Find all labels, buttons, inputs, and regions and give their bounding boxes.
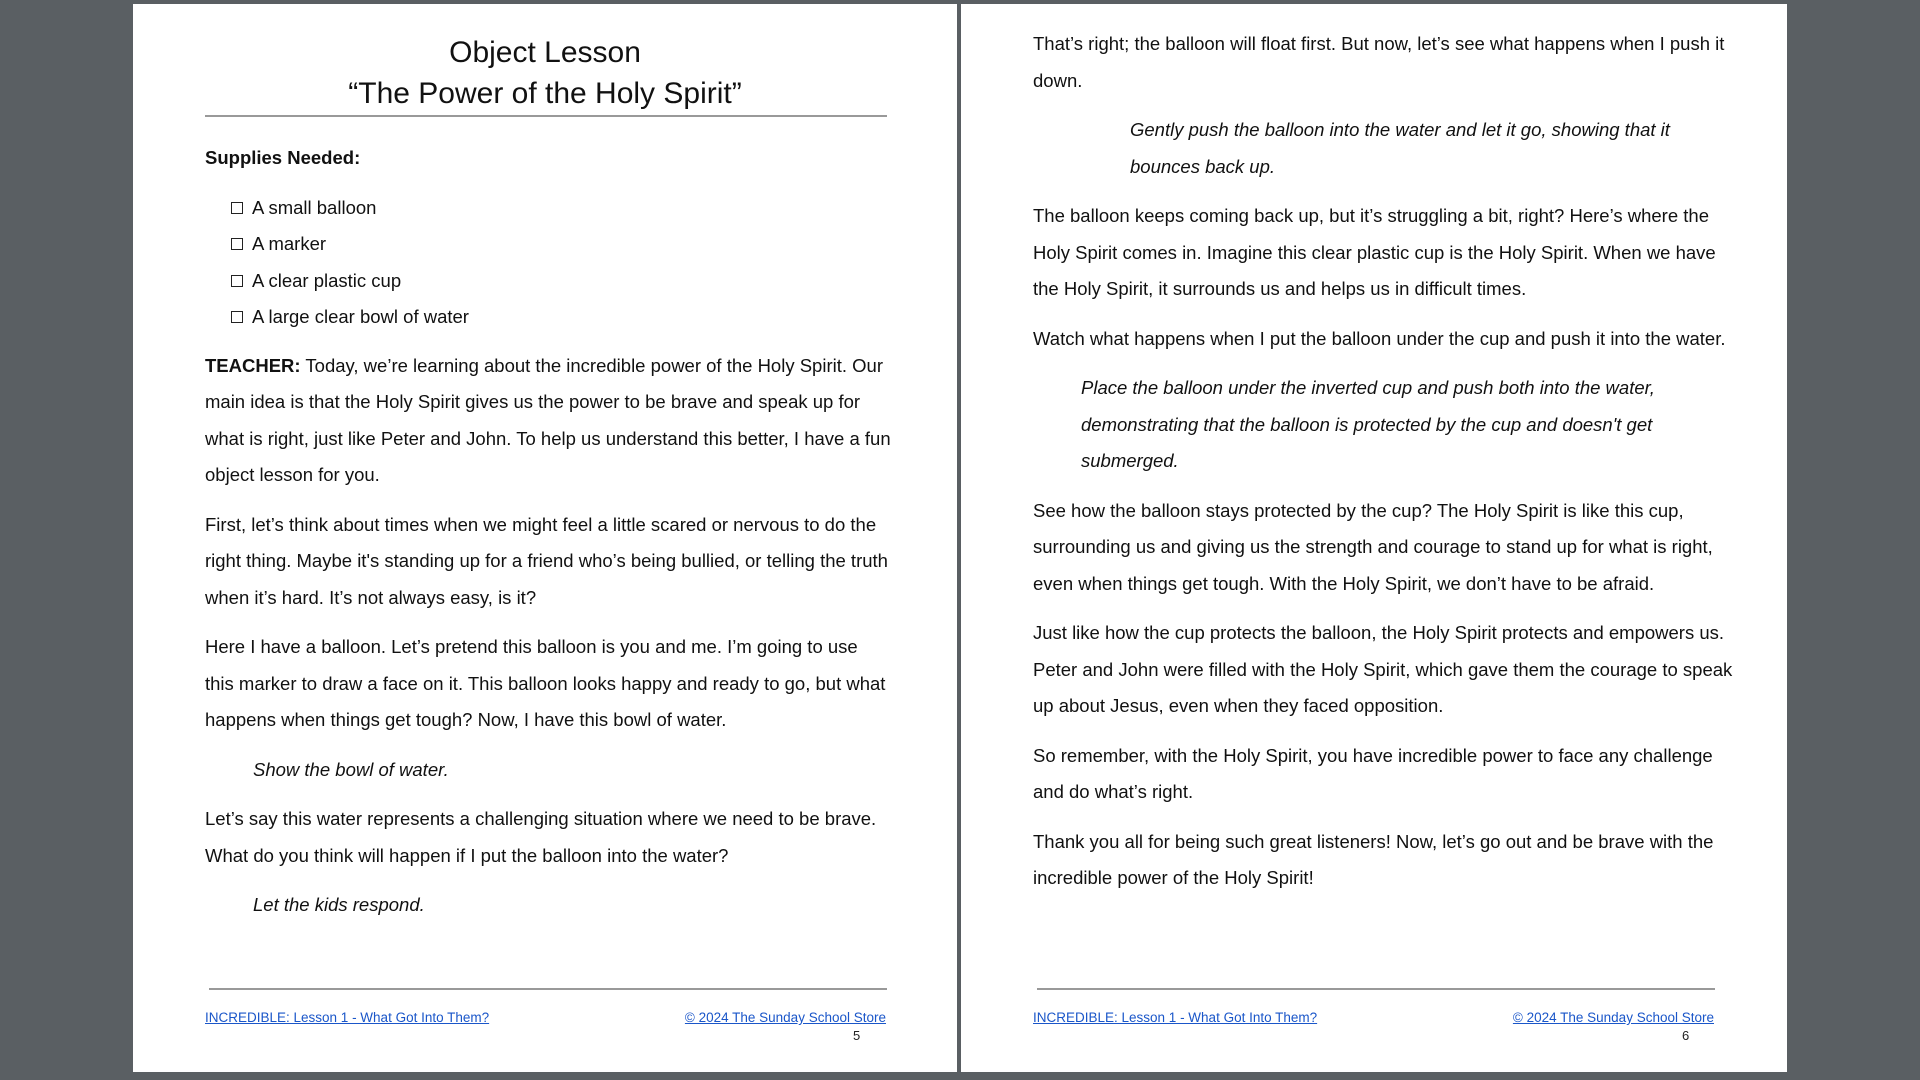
footer-divider — [1037, 988, 1715, 990]
checkbox-icon[interactable] — [231, 275, 243, 287]
paragraph: Just like how the cup protects the balloon, the Holy Spirit protects and empowers us. Peter and John were filled with the Holy Spirit, which gave them the courage to speak up about Jesus, even when they faced opposition. — [1033, 622, 1733, 716]
teacher-label: TEACHER: — [205, 354, 301, 376]
supplies-heading: Supplies Needed: — [205, 147, 361, 168]
supply-label: A marker — [252, 233, 327, 254]
teacher-paragraph — [205, 348, 891, 494]
checkbox-icon[interactable] — [231, 311, 243, 323]
supplies-list — [205, 190, 891, 336]
document-page-left — [133, 4, 957, 1072]
supply-label: A small balloon — [252, 196, 377, 218]
supply-label: A clear plastic cup — [252, 269, 402, 291]
paragraph: Thank you all for being such great listeners! Now, let’s go out and be brave with the incredible power of the Holy Spirit! — [1033, 830, 1714, 888]
page-number: 6 — [1682, 1028, 1690, 1043]
paragraph: So remember, with the Holy Spirit, you have incredible power to face any challenge and do what’s right. — [1033, 744, 1713, 802]
footer-copyright-link[interactable]: © 2024 The Sunday School Store — [1512, 1010, 1714, 1025]
lesson-subtitle: “The Power of the Holy Spirit” — [348, 77, 742, 110]
paragraph: The balloon keeps coming back up, but it’s struggling a bit, right? Here’s where the Holy Spirit comes in. Imagine this clear plastic cup is the Holy Spirit. When we have the Holy Spirit, it surrounds us and helps us in difficult times. — [1033, 205, 1716, 299]
instruction-text: Place the balloon under the inverted cup and push both into the water, demonstrating that the balloon is protected by the cup and doesn't get submerged. — [1081, 377, 1655, 471]
footer-lesson-link[interactable]: INCREDIBLE: Lesson 1 - What Got Into Them? — [1033, 1010, 1318, 1025]
checkbox-icon[interactable] — [231, 238, 243, 250]
paragraph: Here I have a balloon. Let’s pretend this balloon is you and me. I’m going to use this marker to draw a face on it. This balloon looks happy and ready to go, but what happens when things get tough? Now, I have this bowl of water. — [205, 636, 886, 730]
supply-item — [231, 226, 891, 263]
paragraph: Let’s say this water represents a challenging situation where we need to be brave. What do you think will happen if I put the balloon into the water? — [205, 808, 877, 866]
footer-copyright-link[interactable]: © 2024 The Sunday School Store — [684, 1010, 886, 1025]
checkbox-icon[interactable] — [231, 202, 243, 214]
title-divider — [205, 115, 887, 117]
page-number: 5 — [853, 1028, 861, 1043]
footer-divider — [209, 988, 887, 990]
teacher-text: Today, we’re learning about the incredible power of the Holy Spirit. Our main idea is that the Holy Spirit gives us the power to be brave and speak up for what is right, just like Peter and John. To help us understand this better, I have a fun object lesson for you. — [205, 354, 891, 485]
left-page-content — [205, 140, 891, 937]
supply-item — [231, 263, 891, 300]
instruction-text: Let the kids respond. — [253, 894, 425, 915]
document-page-right — [961, 4, 1787, 1072]
lesson-title: Object Lesson — [449, 36, 641, 69]
supply-item — [231, 299, 891, 336]
paragraph: See how the balloon stays protected by the cup? The Holy Spirit is like this cup, surrounding us and giving us the strength and courage to stand up for what is right, even when things get tough. With the Holy Spirit, we don’t have to be afraid. — [1033, 499, 1713, 594]
instruction-text: Gently push the balloon into the water and let it go, showing that it bounces back up. — [1130, 119, 1670, 177]
paragraph: Watch what happens when I put the balloon under the cup and push it into the water. — [1033, 327, 1726, 349]
instruction-text: Show the bowl of water. — [253, 758, 449, 780]
paragraph: That’s right; the balloon will float first. But now, let’s see what happens when I push it down. — [1033, 33, 1725, 91]
supply-item — [231, 190, 891, 227]
paragraph: First, let’s think about times when we might feel a little scared or nervous to do the right thing. Maybe it's standing up for a friend who’s being bullied, or telling the truth when it’s hard. It’s not always easy, is it? — [205, 513, 888, 608]
supply-label: A large clear bowl of water — [252, 306, 469, 327]
right-page-content — [1033, 26, 1733, 910]
footer-lesson-link[interactable]: INCREDIBLE: Lesson 1 - What Got Into Them? — [205, 1010, 490, 1025]
